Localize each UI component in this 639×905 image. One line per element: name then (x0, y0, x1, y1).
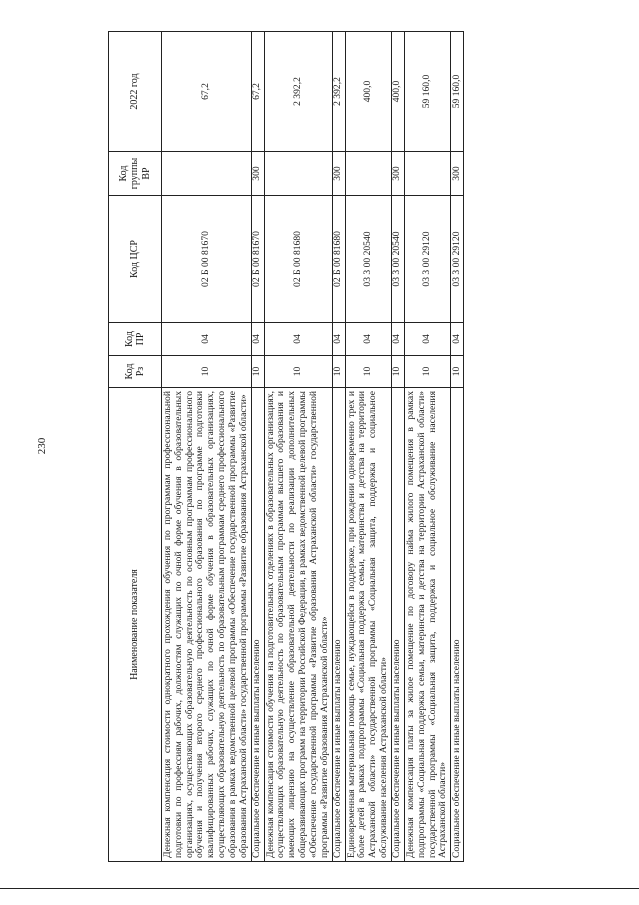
row-pr-cell: 04 (251, 323, 264, 356)
row-name-cell: Социальное обеспечение и иные выплаты населению (391, 388, 404, 862)
row-rz-cell: 10 (451, 356, 464, 388)
row-name-cell: Денежная компенсация стоимости обучения на подготовительных отделениях в образовательных организациях, осуществляющих образовательную деятельность по образовательным программам высшего образования и имеющих лицензию на осуществление образовательной деятельности по реализации дополнительных общеразвивающих программ на территории Российской Федерации, в рамках ведомственной целевой программы «Обеспечение государственной программы «Развитие образования Астраханской области» государственной программы «Развитие образования Астраханской области» (264, 388, 332, 862)
table-row (345, 32, 391, 862)
row-name-cell: Единовременная материальная помощь семье, нуждающейся в поддержке, при рождении одновременно трех и более детей в рамках подпрограммы «Социальная поддержка семьи, материнства и детства на территории Астраханской области» государственной программы «Социальная защита, поддержка и социальное обслуживание населения Астраханской области» (345, 388, 391, 862)
row-csr-cell: 03 3 00 29120 (451, 196, 464, 323)
header-rz: Код Рз (109, 356, 162, 388)
row-name-cell: Денежная компенсация стоимости однократного прохождения обучения по программам профессиональной подготовки по профессиям рабочих, должностям служащих по очной форме обучения в образовательных организациях, осуществляющих образовательную деятельность по основным программам профессионального обучения и получения второго среднего профессионального образования по программе подготовки квалифицированных рабочих, служащих по очной форме обучения в образовательных организациях, осуществляющих образовательную деятельность по образовательным программам среднего профессионального образования в рамках ведомственной целевой программы «Обеспечение государственной программы «Развитие образования Астраханской области» государственной программы «Развитие образования Астраханской области» (162, 388, 252, 862)
row-amount-cell: 67,2 (162, 32, 252, 152)
table-row (404, 32, 450, 862)
footer-rule (0, 888, 639, 889)
table-header-row (109, 32, 162, 862)
row-rz-cell: 10 (264, 356, 332, 388)
row-name-cell: Денежная компенсация платы за жилое помещение по договору найма жилого помещения в рамках подпрограммы «Социальная поддержка семьи, материнства и детства на территории Астраханской области» государственной программы «Социальная защита, поддержка и социальное обслуживание населения Астраханской области» (404, 388, 450, 862)
header-vr: Код группы ВР (109, 152, 162, 196)
budget-table (108, 31, 464, 862)
row-csr-cell: 02 Б 00 81670 (162, 196, 252, 323)
table-row (332, 32, 345, 862)
rotated-table-container (108, 32, 552, 862)
row-rz-cell: 10 (404, 356, 450, 388)
row-rz-cell: 10 (162, 356, 252, 388)
row-pr-cell: 04 (345, 323, 391, 356)
table-row (391, 32, 404, 862)
row-amount-cell: 59 160,0 (404, 32, 450, 152)
row-amount-cell: 59 160,0 (451, 32, 464, 152)
row-pr-cell: 04 (264, 323, 332, 356)
row-name-cell: Социальное обеспечение и иные выплаты населению (332, 388, 345, 862)
row-rz-cell: 10 (391, 356, 404, 388)
row-vr-cell: 300 (332, 152, 345, 196)
table-body (162, 32, 464, 862)
table-row (264, 32, 332, 862)
row-vr-cell: 300 (391, 152, 404, 196)
row-vr-cell (345, 152, 391, 196)
row-csr-cell: 03 3 00 20540 (391, 196, 404, 323)
row-pr-cell: 04 (332, 323, 345, 356)
row-amount-cell: 400,0 (391, 32, 404, 152)
row-rz-cell: 10 (332, 356, 345, 388)
row-vr-cell: 300 (451, 152, 464, 196)
table-row (451, 32, 464, 862)
header-csr: Код ЦСР (109, 196, 162, 323)
row-csr-cell: 03 3 00 20540 (345, 196, 391, 323)
row-amount-cell: 2 392,2 (332, 32, 345, 152)
row-csr-cell: 02 Б 00 81680 (332, 196, 345, 323)
row-csr-cell: 03 3 00 29120 (404, 196, 450, 323)
row-vr-cell (404, 152, 450, 196)
row-amount-cell: 67,2 (251, 32, 264, 152)
row-csr-cell: 02 Б 00 81680 (264, 196, 332, 323)
page-number: 230 (36, 437, 48, 455)
row-vr-cell (162, 152, 252, 196)
header-name: Наименование показателя (109, 388, 162, 862)
row-pr-cell: 04 (451, 323, 464, 356)
row-pr-cell: 04 (391, 323, 404, 356)
table-row (251, 32, 264, 862)
row-name-cell: Социальное обеспечение и иные выплаты населению (451, 388, 464, 862)
row-vr-cell (264, 152, 332, 196)
table-row (162, 32, 252, 862)
row-amount-cell: 400,0 (345, 32, 391, 152)
row-pr-cell: 04 (162, 323, 252, 356)
row-name-cell: Социальное обеспечение и иные выплаты населению (251, 388, 264, 862)
row-pr-cell: 04 (404, 323, 450, 356)
header-year: 2022 год (109, 32, 162, 152)
row-csr-cell: 02 Б 00 81670 (251, 196, 264, 323)
row-vr-cell: 300 (251, 152, 264, 196)
row-amount-cell: 2 392,2 (264, 32, 332, 152)
row-rz-cell: 10 (345, 356, 391, 388)
row-rz-cell: 10 (251, 356, 264, 388)
header-pr: Код ПР (109, 323, 162, 356)
